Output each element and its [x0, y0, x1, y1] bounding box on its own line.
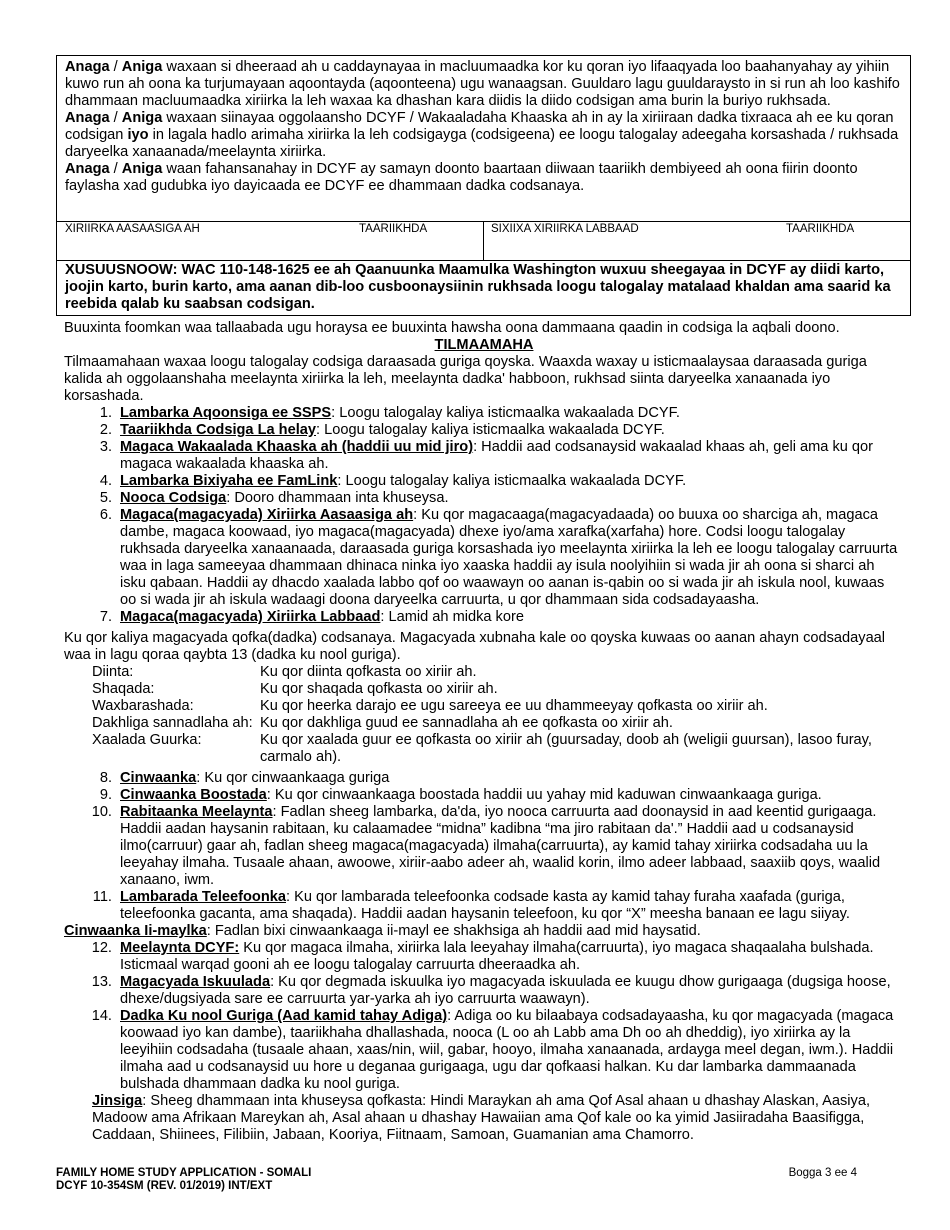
instructions-list-2	[64, 770, 904, 923]
field-definitions	[92, 664, 904, 766]
instructions-intro: Tilmaamahaan waxaa loogu talogalay codsiga daraasada guriga qoyska. Waaxda waxay u isticmaalaysaa daraasada guriga kalida ah oggolaanshaha meelaynta xiriirka la leh, meelaynta dadka' habboon, rukhsad siinta daryeelka xanaanada iyo korsashada.	[64, 354, 867, 404]
list-item: 10. Rabitaanka Meelaynta: Fadlan sheeg lambarka, da'da, iyo nooca carruurta aad doonaysid in aad keentid gurigaaga. Haddii aadan haysanin rabitaan, ku calaamadee “midna” kadibna “ma jiro rabitaan da'.” Haddii aad u codsanaysid ilmo(carruur) gaar ah, fadlan sheeg magaca(magacyada) ilmaha(carruurta), ay kamid tahay xiriirka codsadaha uu la leeyahay ilmaha. Tusaale ahaan, awoowe, xiriir-aabo adeer ah, waalid korin, ilmo adeer labbaad, saaxiib qoys, waalid xanaano, iwm.	[91, 804, 881, 888]
field-row: Xaalada Guurka: Ku qor xaalada guur ee qofkasta oo xiriir ah (guursaday, doob ah (weligii guursan), lasoo furay, carmalo ah).	[92, 732, 872, 765]
field-row: Shaqada: Ku qor shaqada qofkasta oo xiriir ah.	[92, 681, 498, 697]
slash: /	[109, 110, 122, 126]
jinsiga-paragraph: Jinsiga: Sheeg dhammaan inta khuseysa qofkasta: Hindi Maraykan ah ama Qof Asal ahaan u dhashay Alaskan, Aasiya, Madoow ama Afrikaan Mareykan ah, Asal ahaan u dhashay Hawaiian ama Qof kale oo ka yimid Jasiiradaha Baasifigga, Caddaan, Shiinees, Filibiin, Jabaan, Kooriya, Fiitnaam, Samoan, Guamanian ama Chamorro.	[92, 1093, 870, 1143]
list-item: 14. Dadka Ku nool Guriga (Aad kamid tahay Adiga): Adiga oo ku bilaabaya codsadayaasha, ku qor magacyada (magaca koowaad iyo kan dambe), taariikhaha dhallashada, nooca (L oo ah Labb ama Dh oo ah dheddig), iyo xiriirka ay la leeyihiin codsadaha (tusaale ahaan, xaas/nin, wiil, gabar, hooyo, ilmaha xanaanada, ardayga meel degan, iwm.). Haddii ilmaha aad u codsanaysid uu hore u deganaa gurigaaga, ugu dar qofkaasi halkan. Ku dar lambarka dammaanada bulshada dhammaan dadka ku nool guriga.	[91, 1008, 894, 1092]
primary-signature-field[interactable]	[57, 222, 484, 260]
consent-text	[65, 59, 905, 195]
signature-row	[57, 221, 910, 261]
secondary-date-label: TAARIIKHDA	[786, 223, 855, 235]
instructions-list-1	[64, 405, 904, 626]
consent-text-2b: in lagala hadlo arimaha xiriirka la leh codsigayga (codsigeena) ee loogu talogalay adeegaha korsashada / rukhsada daryeelka xanaanada/meelaynta xiriirka.	[65, 127, 899, 160]
aniga-bold: Aniga	[121, 161, 163, 177]
email-line: Cinwaanka Ii-maylka: Fadlan bixi cinwaankaaga ii-mayl ee shakhsiga ah haddii aad mid haysatid.	[64, 923, 701, 939]
primary-signature-label: XIRIIRKA AASAASIGA AH	[65, 223, 200, 235]
slash: /	[109, 161, 122, 177]
consent-text-2a: waxaan siinayaa oggolaansho DCYF / Wakaaladaha Khaaska ah in ay la xiriiraan dadka tixraaca ah ee ku qoran codsigan	[65, 110, 894, 143]
list-item: 9. Cinwaanka Boostada: Ku qor cinwaankaaga boostada haddii uu yahay mid kaduwan cinwaankaaga guriga.	[99, 787, 822, 803]
reminder-notice: XUSUUSNOOW: WAC 110-148-1625 ee ah Qaanuunka Maamulka Washington wuxuu sheegayaa in DCYF ay diidi karto, joojin karto, burin karto, ama aanan dib-loo cusboonaysiinin rukhsada loogu talogalay matalaad khaldan ama saarid ka reebida qalab ku saabsan codsigan.	[65, 262, 891, 312]
list-item: 11. Lambarada Teleefoonka: Ku qor lambarada teleefoonka codsade kasta ay kamid tahay furaha xaafada (guriga, teleefoonka gacanta, ama shaqada). Haddii aadan haysanin teleefoon, ku qor “X” meesha banaan ee lagu siiyay.	[92, 889, 850, 922]
list-item: 8. Cinwaanka: Ku qor cinwaankaaga guriga	[99, 770, 390, 786]
page-number: Bogga 3 ee 4	[788, 1167, 857, 1179]
list-item: 4. Lambarka Bixiyaha ee FamLink: Loogu talogalay kaliya isticmaalka wakaalada DCYF.	[99, 473, 687, 489]
list-item: 13. Magacyada Iskuulada: Ku qor degmada iskuulka iyo magacyada iskuulada ee kuugu dhow gurigaaga (dugsiga hoose, dhexe/dugsiyada sare ee carruurta yar-yarka ah iyo carruurta waawayn).	[91, 974, 891, 1007]
instructions-title: TILMAAMAHA	[434, 337, 534, 353]
list-item: 3. Magaca Wakaalada Khaaska ah (haddii uu mid jiro): Haddii aad codsanaysid wakaalad khaas ah, geli ama ku qor magaca wakaalada khaaska ah.	[99, 439, 874, 472]
slash: /	[109, 59, 122, 75]
consent-text-1: waxaan si dheeraad ah u caddaynayaa in macluumaadka kor ku qoran iyo lifaaqyada loo baahanyahay ay yihiin kuwo run ah oona ka turjumayaan aqoontayda (aqoonteena) ugu wanaagsan. Guuldaro lagu guuldaraysto in si run ah loo kashifo dhammaan macluumaadka xiriirka la leh waxaa ka dhashan kara diidis la diido codsigan ama burin la buriyo rukhsada.	[65, 59, 900, 109]
footer	[56, 1167, 911, 1193]
aniga-bold: Aniga	[121, 59, 163, 75]
field-row: Diinta: Ku qor diinta qofkasta oo xiriir ah.	[92, 664, 477, 680]
qofka-intro: Ku qor kaliya magacyada qofka(dadka) codsanaya. Magacyada xubnaha kale oo qoyska kuwaas oo aanan ahayn codsadayaal waa in lagu qoraa qaybta 13 (dadka ku nool guriga).	[64, 630, 886, 663]
aniga-bold: Aniga	[121, 110, 163, 126]
consent-paragraph-2	[65, 110, 905, 161]
consent-box	[56, 55, 911, 316]
anaga-bold: Anaga	[65, 59, 110, 75]
list-item: 2. Taariikhda Codsiga La helay: Loogu talogalay kaliya isticmaalka wakaalada DCYF.	[99, 422, 665, 438]
anaga-bold: Anaga	[65, 110, 110, 126]
list-item: 12. Meelaynta DCYF: Ku qor magaca ilmaha, xiriirka lala leeyahay ilmaha(carruurta), iyo magaca shaqaalaha bulshada. Isticmaal warqad gooni ah ee loogu talogalay carruurta dheeraadka ah.	[91, 940, 874, 973]
list-item: 5. Nooca Codsiga: Dooro dhammaan inta khuseysa.	[99, 490, 449, 506]
list-item: 6. Magaca(magacyada) Xiriirka Aasaasiga ah: Ku qor magacaaga(magacyadaada) oo buuxa oo sharciga ah, magaca dambe, magaca koowaad, iyo magaca(magacyada) dhexe iyo/ama xarafka(xarfaha) hore. Codsi loogu talogalay rukhsada daryeelka xanaanaada, daraasada guriga korsashada iyo meelaynta xiriirka la leh ee loogu talogalay carruurta waa in laga sameeyaa dhammaan dhinaca ninka iyo xaaska haddii ay isula noolyihiin si wada jir ah oona si sharci ah isku qabaan. Haddii ay dhacdo xaalada labbo qof oo waawayn oo aanan is-qabin oo si wada jir ah iskula nool, kuwaas oo si wada jir ah iskula wadaagi doona daryeelka carruurta, u qor dhammaan sida codsadayaasha.	[99, 507, 898, 608]
consent-paragraph-3	[65, 161, 905, 195]
instructions-section	[64, 320, 904, 1144]
primary-date-label: TAARIIKHDA	[359, 223, 428, 235]
form-title: FAMILY HOME STUDY APPLICATION - SOMALI	[56, 1167, 312, 1179]
list-item: 1. Lambarka Aqoonsiga ee SSPS: Loogu talogalay kaliya isticmaalka wakaalada DCYF.	[99, 405, 680, 421]
list-item: 7. Magaca(magacyada) Xiriirka Labbaad: Lamid ah midka kore	[99, 609, 524, 625]
secondary-signature-field[interactable]	[484, 222, 910, 260]
field-row: Dakhliga sannadlaha ah: Ku qor dakhliga guud ee sannadlaha ah ee qofkasta oo xiriir ah.	[92, 715, 673, 731]
instructions-list-3	[64, 940, 904, 1093]
consent-paragraph-1	[65, 59, 905, 110]
form-number: DCYF 10-354SM (REV. 01/2019) INT/EXT	[56, 1180, 273, 1192]
anaga-bold: Anaga	[65, 161, 110, 177]
field-row: Waxbarashada: Ku qor heerka darajo ee ugu sareeya ee uu dhammeeyay qofkasta oo xiriir ah.	[92, 698, 768, 714]
iyo-bold: iyo	[127, 127, 149, 143]
secondary-signature-label: SIXIIXA XIRIIRKA LABBAAD	[491, 223, 639, 235]
intro-text: Buuxinta foomkan waa tallaabada ugu horaysa ee buuxinta hawsha oona dammaana qaadin in codsiga la aqbali doono.	[64, 320, 840, 336]
consent-text-3: waan fahansanahay in DCYF ay samayn doonto baartaan diiwaan taariikh dembiyeed ah oona fiirin doonto faylasha xad gudubka iyo dayicaada ee DCYF ee dhammaan dadka codsanaya.	[65, 161, 858, 194]
